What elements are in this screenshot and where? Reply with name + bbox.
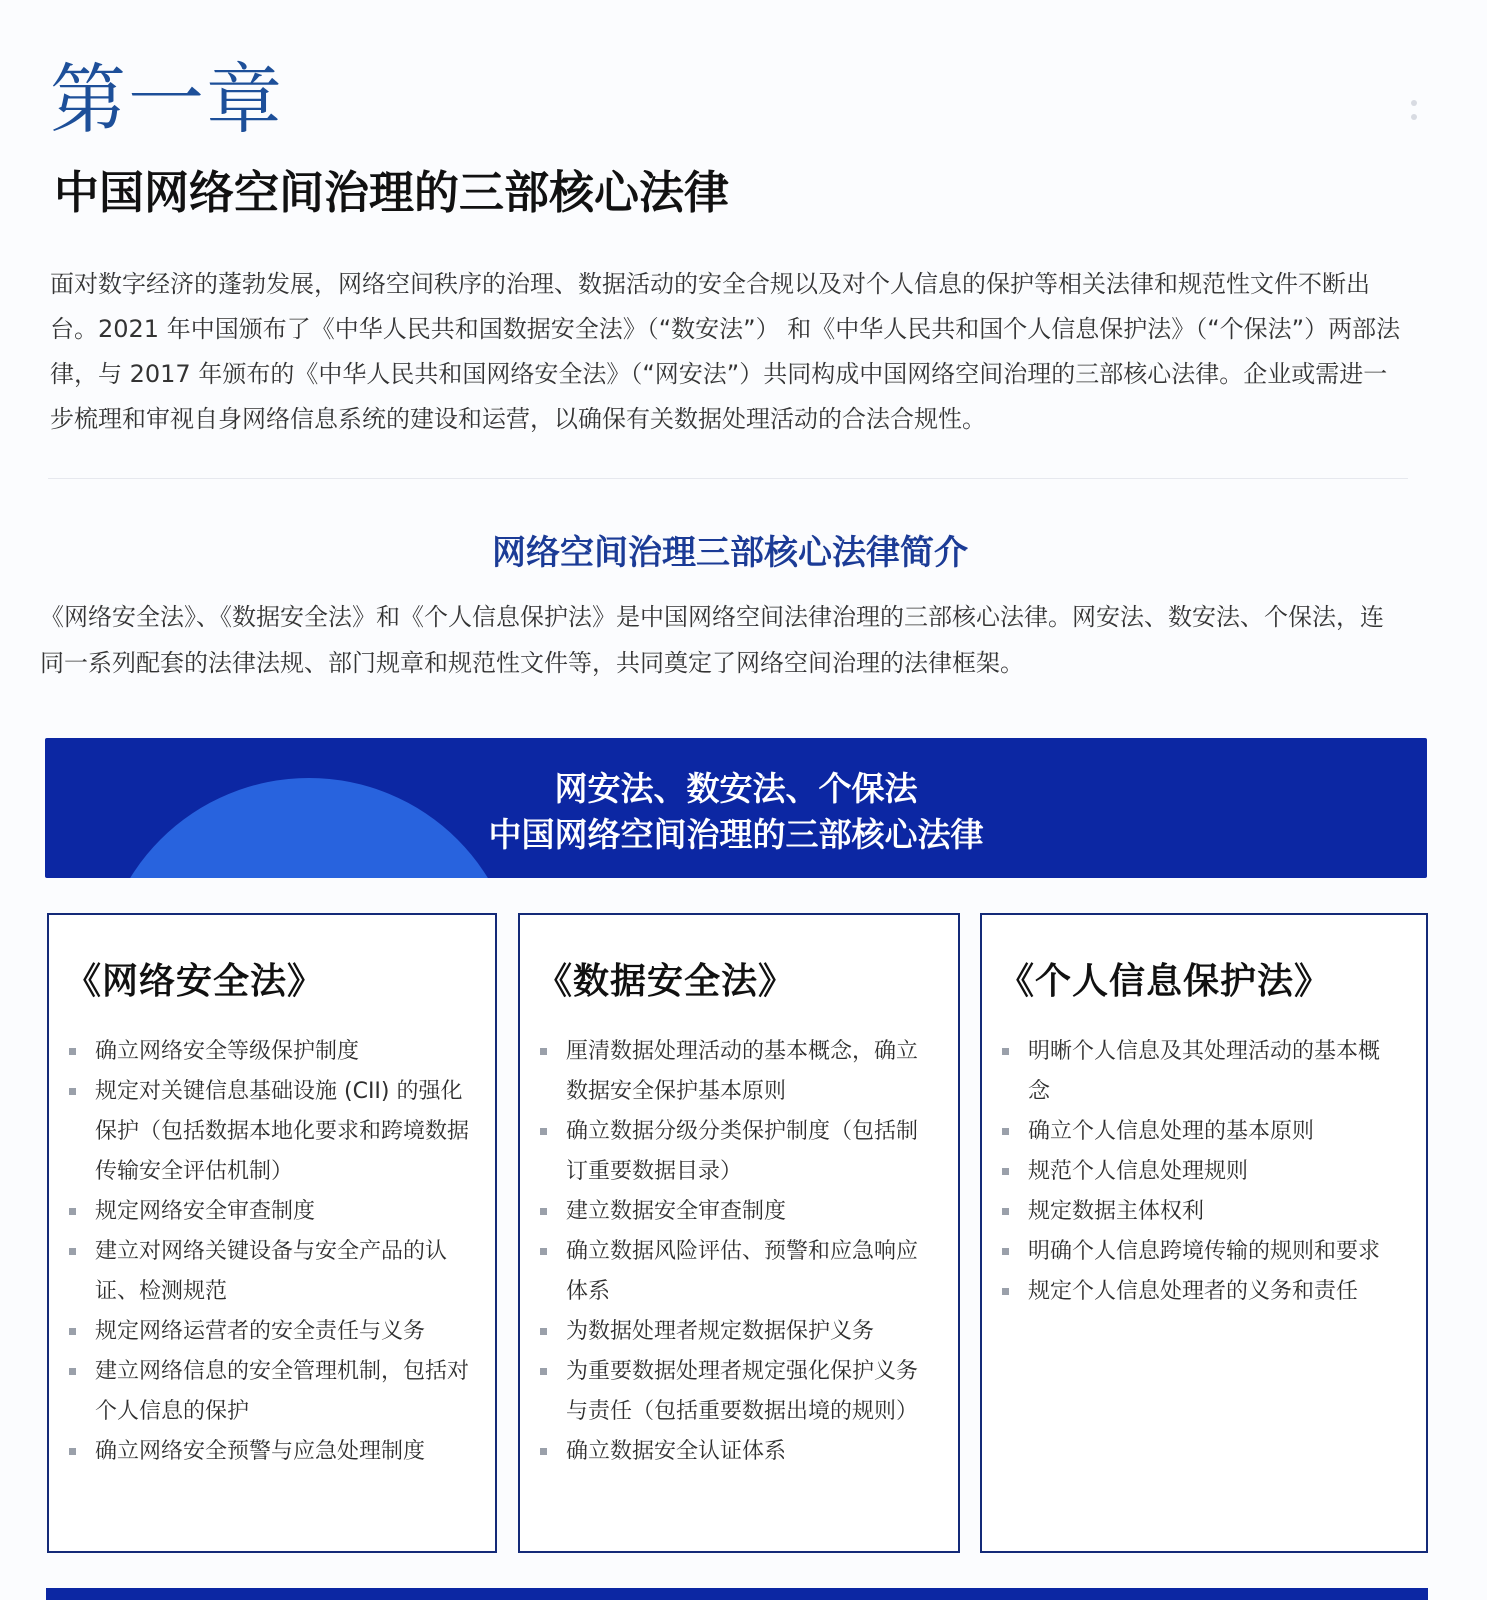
list-item: [69, 1072, 469, 1192]
law-card-personal-information: [980, 913, 1428, 1553]
list-item-text: 为数据处理者规定数据保护义务: [566, 1319, 875, 1344]
list-item-text: 建立对网络关键设备与安全产品的认证、检测规范: [95, 1239, 448, 1304]
list-item: [1002, 1112, 1400, 1152]
page-title: 中国网络空间治理的三部核心法律: [54, 166, 730, 219]
list-item: [1002, 1152, 1400, 1192]
card-list: [520, 1032, 958, 1472]
bullet-icon: [69, 1088, 76, 1095]
list-item-text: 建立网络信息的安全管理机制，包括对个人信息的保护: [95, 1359, 470, 1424]
list-item: [69, 1312, 469, 1352]
card-title: 《数据安全法》: [536, 961, 796, 1002]
bullet-icon: [540, 1048, 547, 1055]
list-item-text: 规定个人信息处理者的义务和责任: [1028, 1279, 1359, 1304]
list-item-text: 规定数据主体权利: [1028, 1199, 1205, 1224]
card-list: [982, 1032, 1426, 1312]
list-item-text: 为重要数据处理者规定强化保护义务与责任（包括重要数据出境的规则）: [566, 1359, 919, 1424]
list-item: [69, 1352, 469, 1432]
law-card-cybersecurity: [47, 913, 497, 1553]
bullet-icon: [540, 1368, 547, 1375]
banner: [45, 738, 1427, 878]
divider: [48, 478, 1408, 479]
bottom-banner-strip: [46, 1588, 1428, 1600]
bullet-icon: [540, 1248, 547, 1255]
bullet-icon: [69, 1328, 76, 1335]
list-item: [69, 1192, 469, 1232]
list-item-text: 厘清数据处理活动的基本概念，确立数据安全保护基本原则: [566, 1039, 919, 1104]
law-card-data-security: [518, 913, 960, 1553]
list-item-text: 规范个人信息处理规则: [1028, 1159, 1249, 1184]
list-item: [540, 1192, 932, 1232]
bullet-icon: [69, 1448, 76, 1455]
list-item: [69, 1032, 469, 1072]
banner-text: [45, 766, 1427, 858]
section-paragraph: 《网络安全法》、《数据安全法》和《个人信息保护法》是中国网络空间法律治理的三部核心法律。网安法、数安法、个保法，连同一系列配套的法律法规、部门规章和规范性文件等，共同奠定了网络空间治理的法律框架。: [40, 603, 1384, 677]
list-item: [69, 1232, 469, 1312]
list-item: [69, 1432, 469, 1472]
list-item: [540, 1112, 932, 1192]
list-item: [540, 1232, 932, 1312]
card-title: 《个人信息保护法》: [998, 961, 1332, 1002]
edge-decoration: [1411, 100, 1417, 128]
bullet-icon: [1002, 1208, 1009, 1215]
list-item-text: 确立个人信息处理的基本原则: [1028, 1119, 1315, 1144]
section-heading: 网络空间治理三部核心法律简介: [492, 533, 968, 573]
banner-line-2: 中国网络空间治理的三部核心法律: [488, 815, 984, 854]
list-item: [540, 1352, 932, 1432]
bullet-icon: [1002, 1248, 1009, 1255]
list-item-text: 确立网络安全预警与应急处理制度: [95, 1439, 426, 1464]
bullet-icon: [1002, 1128, 1009, 1135]
bullet-icon: [540, 1448, 547, 1455]
list-item: [1002, 1272, 1400, 1312]
bullet-icon: [69, 1048, 76, 1055]
bullet-icon: [69, 1208, 76, 1215]
list-item: [1002, 1192, 1400, 1232]
list-item-text: 确立网络安全等级保护制度: [95, 1039, 360, 1064]
bullet-icon: [1002, 1048, 1009, 1055]
list-item-text: 明确个人信息跨境传输的规则和要求: [1028, 1239, 1381, 1264]
list-item: [1002, 1232, 1400, 1272]
list-item: [540, 1432, 932, 1472]
list-item: [1002, 1032, 1400, 1112]
list-item-text: 规定网络运营者的安全责任与义务: [95, 1319, 426, 1344]
chapter-label: 第一章: [50, 55, 284, 144]
list-item-text: 明晰个人信息及其处理活动的基本概念: [1028, 1039, 1381, 1104]
intro-paragraph: 面对数字经济的蓬勃发展，网络空间秩序的治理、数据活动的安全合规以及对个人信息的保护等相关法律和规范性文件不断出台。2021 年中国颁布了《中华人民共和国数据安全法》（“数安法”） 和《中华人民共和国个人信息保护法》（“个保法”）两部法律，与 2017 年颁布的《中华人民共和国网络安全法》（“网安法”）共同构成中国网络空间治理的三部核心法律。企业或需进一步梳理和审视自身网络信息系统的建设和运营，以确保有关数据处理活动的合法合规性。: [50, 270, 1401, 433]
bullet-icon: [540, 1128, 547, 1135]
list-item: [540, 1032, 932, 1112]
bullet-icon: [69, 1248, 76, 1255]
list-item-text: 规定对关键信息基础设施 (CII) 的强化保护（包括数据本地化要求和跨境数据传输安全评估机制）: [95, 1079, 470, 1184]
banner-line-1: 网安法、数安法、个保法: [554, 769, 918, 808]
list-item-text: 建立数据安全审查制度: [566, 1199, 787, 1224]
bullet-icon: [1002, 1288, 1009, 1295]
list-item-text: 确立数据安全认证体系: [566, 1439, 787, 1464]
card-list: [49, 1032, 495, 1472]
list-item-text: 规定网络安全审查制度: [95, 1199, 316, 1224]
bullet-icon: [540, 1328, 547, 1335]
list-item: [540, 1312, 932, 1352]
card-title: 《网络安全法》: [65, 961, 325, 1002]
bullet-icon: [1002, 1168, 1009, 1175]
list-item-text: 确立数据分级分类保护制度（包括制订重要数据目录）: [566, 1119, 919, 1184]
list-item-text: 确立数据风险评估、预警和应急响应体系: [566, 1239, 919, 1304]
bullet-icon: [540, 1208, 547, 1215]
bullet-icon: [69, 1368, 76, 1375]
